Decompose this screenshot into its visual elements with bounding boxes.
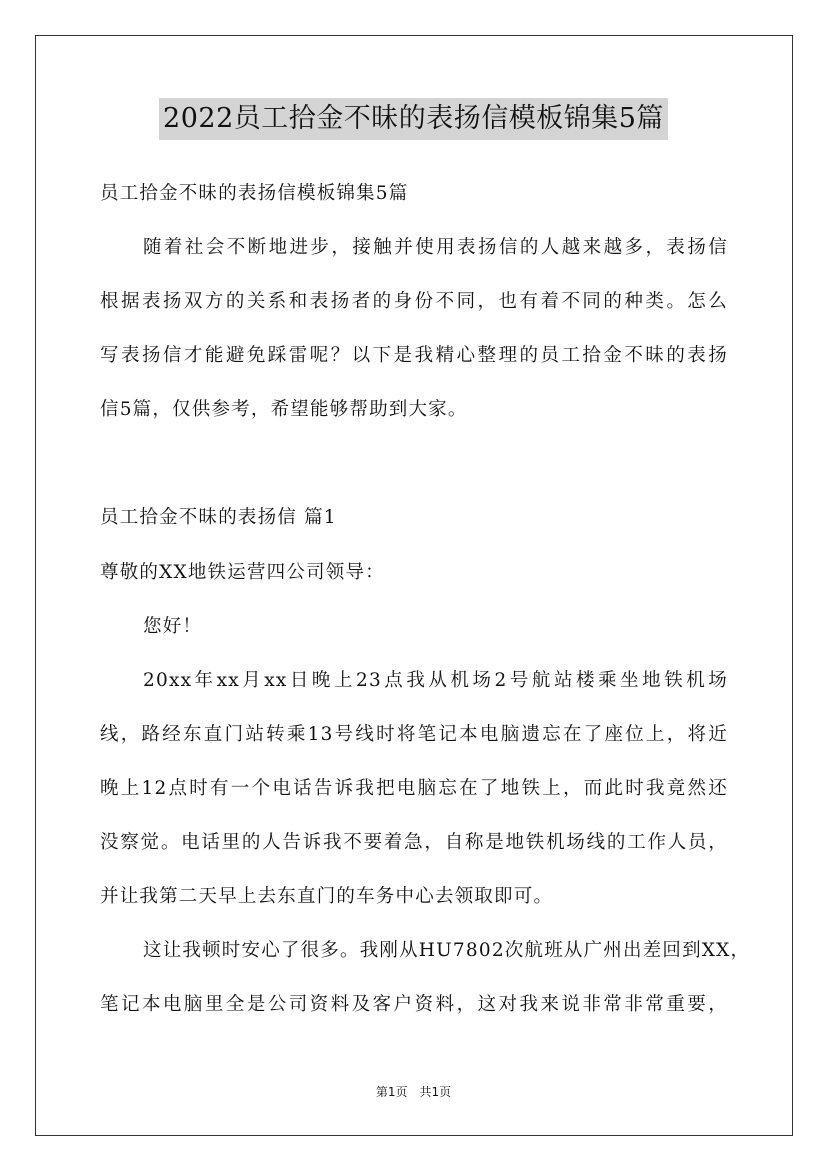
title-container [0,98,827,140]
section-heading: 员工拾金不昧的表扬信 篇1 [100,507,337,528]
body-p1-line-3: 晚上12点时有一个电话告诉我把电脑忘在了地铁上，而此时我竟然还 [100,778,728,799]
body-p1-line-4: 没察觉。电话里的人告诉我不要着急，自称是地铁机场线的工作人员， [100,832,728,853]
intro-line-2: 根据表扬双方的关系和表扬者的身份不同，也有着不同的种类。怎么 [100,291,728,312]
body-p1-line-1: 20xx年xx月xx日晚上23点我从机场2号航站楼乘坐地铁机场 [143,670,728,691]
intro-line-1: 随着社会不断地进步，接触并使用表扬信的人越来越多，表扬信 [143,237,728,258]
body-p1-line-5: 并让我第二天早上去东直门的车务中心去领取即可。 [100,886,554,907]
body-p2-line-1: 这让我顿时安心了很多。我刚从HU7802次航班从广州出差回到XX， [143,940,751,961]
greeting: 您好！ [143,616,203,637]
intro-line-3: 写表扬信才能避免踩雷呢？以下是我精心整理的员工拾金不昧的表扬 [100,345,728,366]
body-p2-line-2: 笔记本电脑里全是公司资料及客户资料，这对我来说非常非常重要， [100,994,728,1015]
salutation: 尊敬的XX地铁运营四公司领导： [100,562,385,583]
body-p1-line-2: 线，路经东直门站转乘13号线时将笔记本电脑遗忘在了座位上，将近 [100,724,728,745]
page-number: 第1页 共1页 [375,1085,452,1099]
document-title: 2022员工拾金不昧的表扬信模板锦集5篇 [159,98,668,140]
document-subtitle: 员工拾金不昧的表扬信模板锦集5篇 [100,183,409,204]
intro-line-4: 信5篇，仅供参考，希望能够帮助到大家。 [100,399,468,420]
